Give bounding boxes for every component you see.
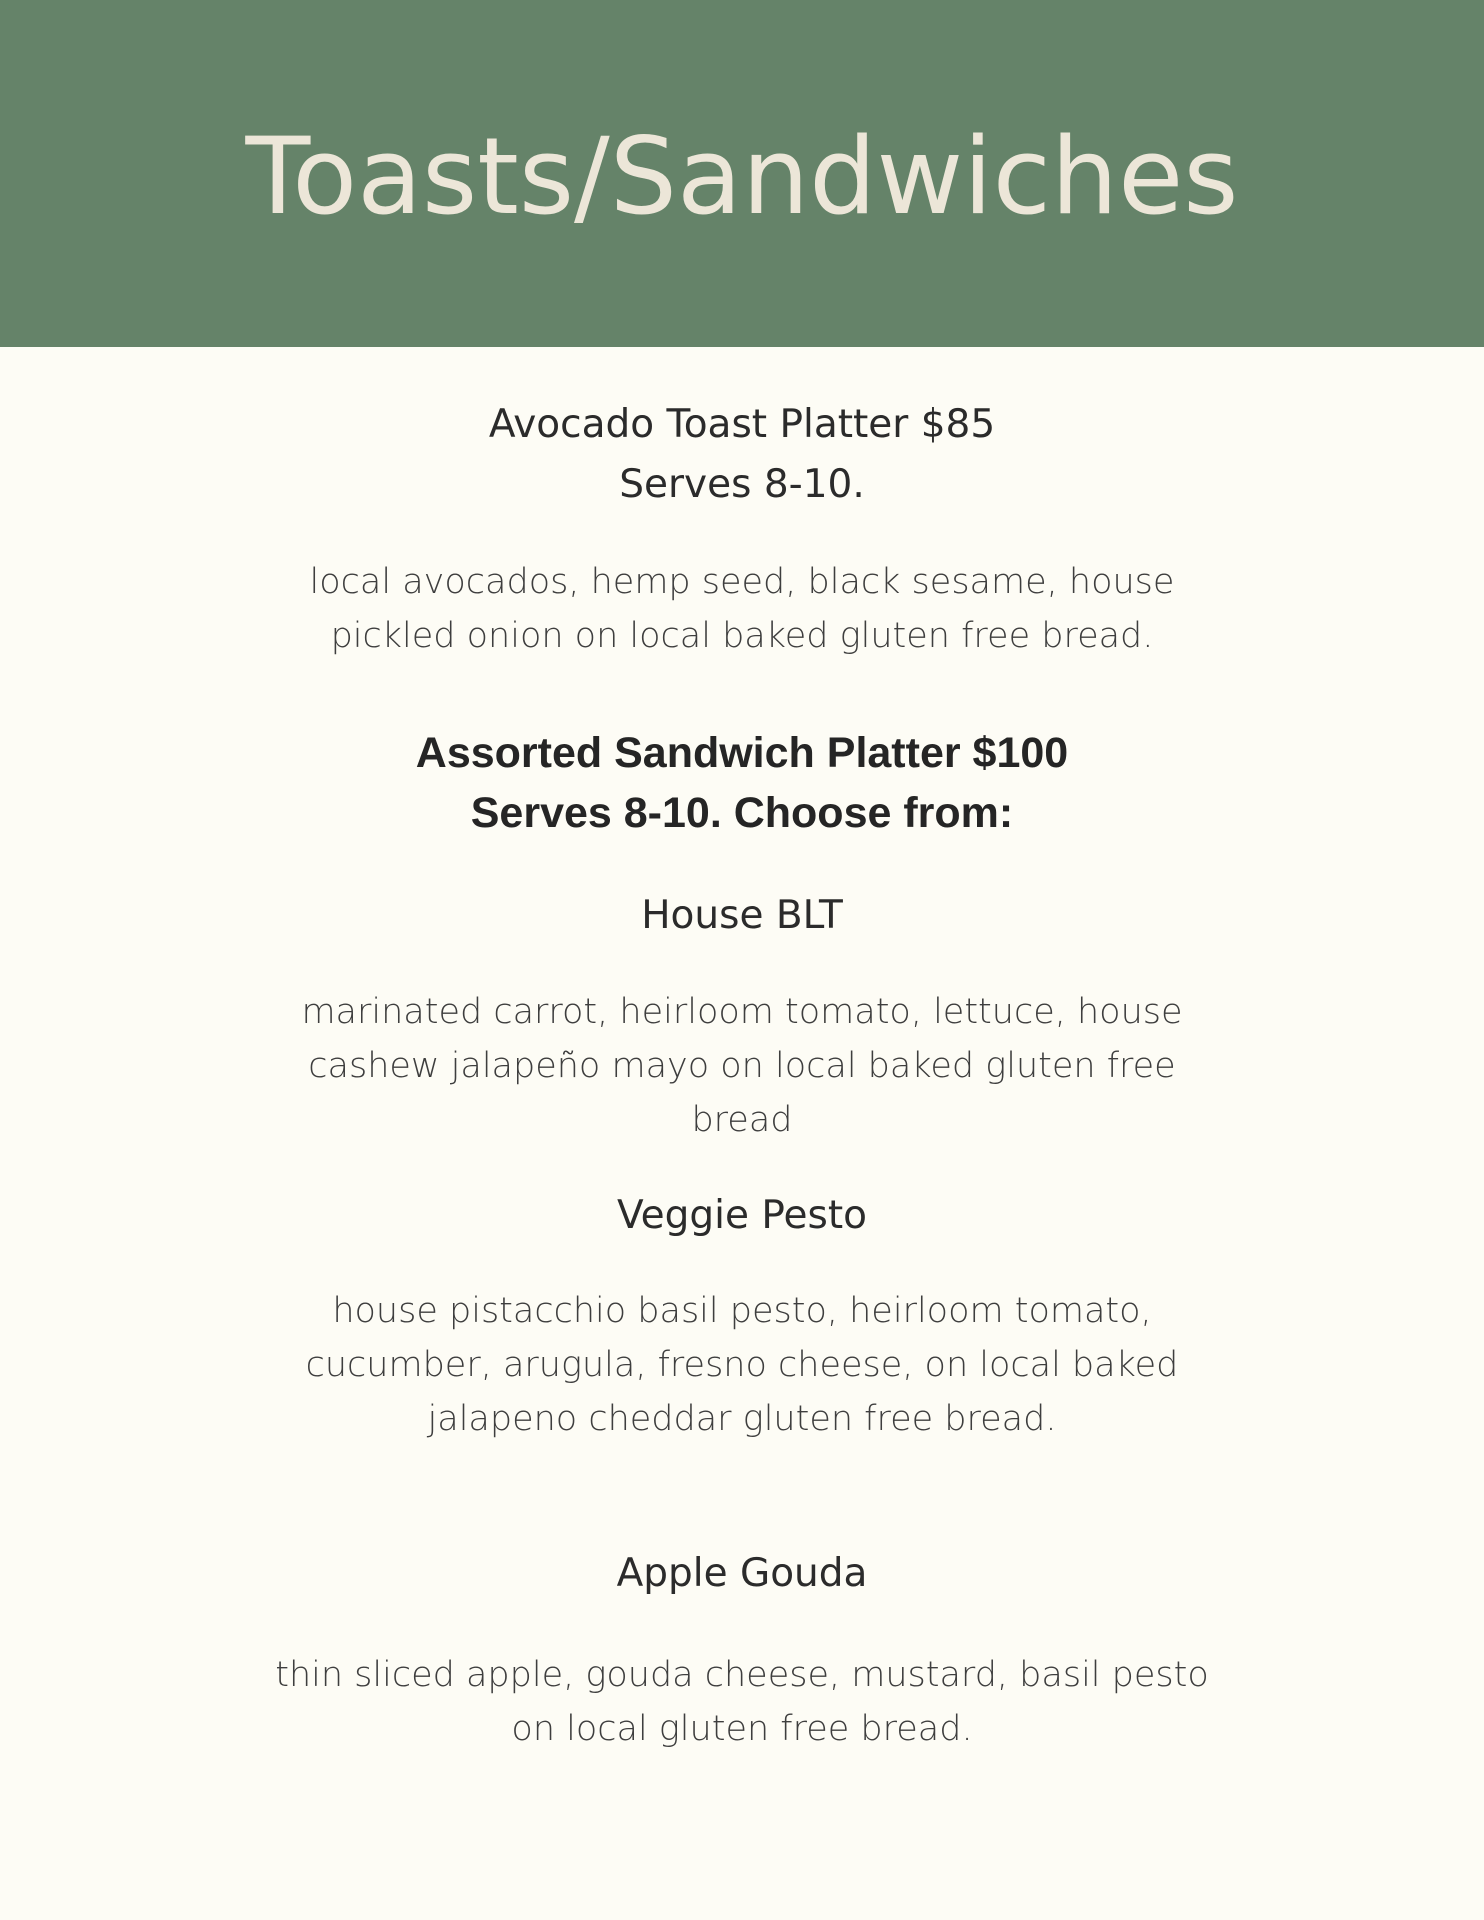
veggie-pesto-description (0, 1284, 1484, 1446)
blt-title: House BLT (641, 893, 843, 938)
avocado-toast-description (0, 555, 1484, 663)
blt-desc-line2: cashew jalapeño mayo on local baked gluten free (308, 1046, 1176, 1086)
avocado-toast-title (0, 395, 1484, 515)
house-blt-title (0, 886, 1484, 946)
header-banner (0, 0, 1484, 347)
veggie-desc-line1: house pistacchio basil pesto, heirloom tomato, (332, 1291, 1152, 1331)
avocado-desc-line1: local avocados, hemp seed, black sesame, house (309, 562, 1175, 602)
avocado-title-line2: Serves 8-10. (619, 462, 865, 507)
apple-gouda-description (0, 1648, 1484, 1756)
sandwich-platter-title (0, 723, 1484, 843)
avocado-title-line1: Avocado Toast Platter $85 (488, 402, 996, 447)
blt-desc-line3: bread (691, 1100, 793, 1140)
sandwich-platter-line1: Assorted Sandwich Platter $100 (415, 729, 1069, 777)
apple-desc-line2: on local gluten free bread. (511, 1709, 973, 1749)
apple-desc-line1: thin sliced apple, gouda cheese, mustard, basil pesto (275, 1655, 1209, 1695)
house-blt-description (0, 985, 1484, 1147)
veggie-pesto-title (0, 1186, 1484, 1246)
blt-desc-line1: marinated carrot, heirloom tomato, lettuce, house (301, 992, 1183, 1032)
page-title: Toasts/Sandwiches (245, 115, 1239, 238)
veggie-pesto-title-text: Veggie Pesto (617, 1193, 867, 1238)
veggie-desc-line3: jalapeno cheddar gluten free bread. (427, 1399, 1057, 1439)
apple-gouda-title-text: Apple Gouda (616, 1551, 868, 1596)
veggie-desc-line2: cucumber, arugula, fresno cheese, on local baked (305, 1345, 1179, 1385)
sandwich-platter-line2: Serves 8-10. Choose from: (470, 789, 1014, 837)
apple-gouda-title (0, 1544, 1484, 1604)
avocado-desc-line2: pickled onion on local baked gluten free bread. (330, 616, 1154, 656)
